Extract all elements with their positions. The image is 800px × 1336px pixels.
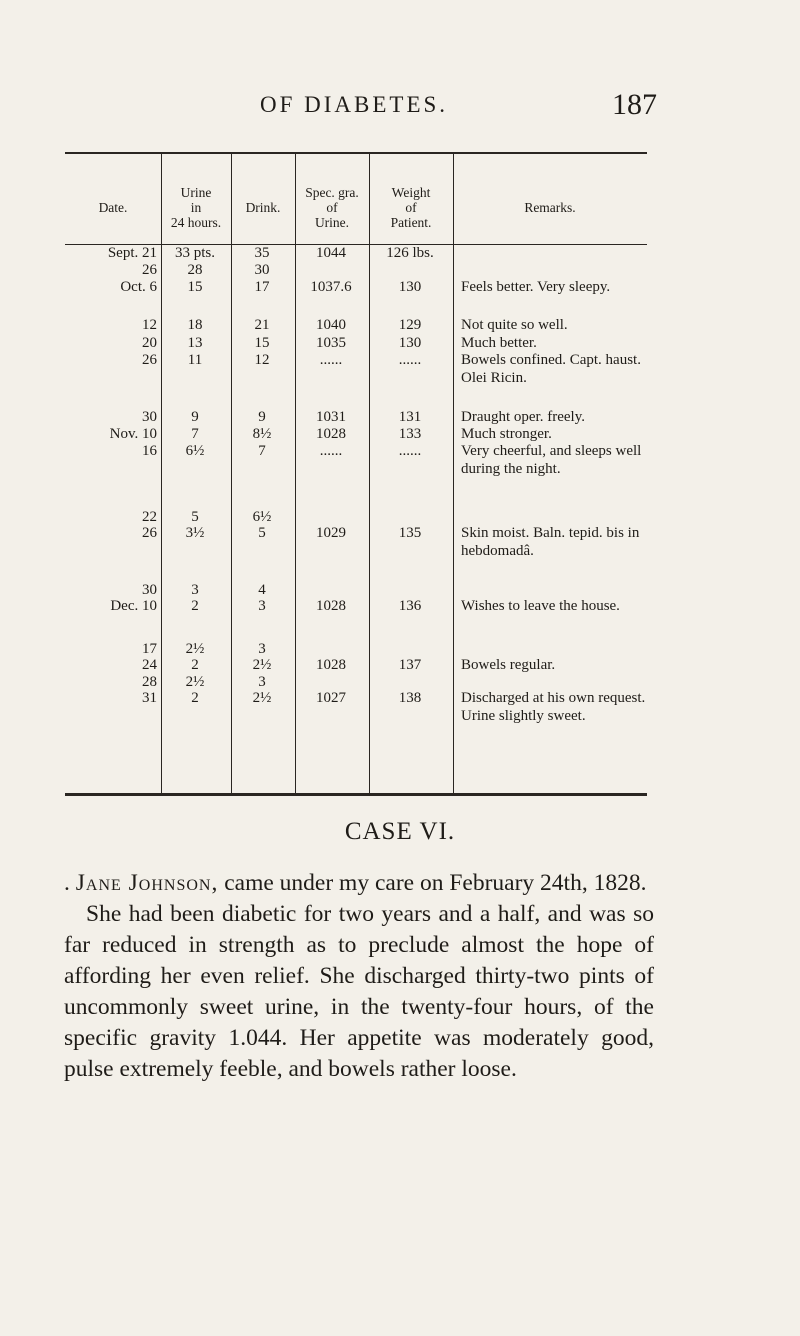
table-bottom-rule (65, 793, 647, 796)
cell-drink: 30 (254, 262, 270, 278)
cell-date: 26 (142, 352, 157, 368)
cell-urine: 6½ (185, 443, 205, 459)
cell-remarks: Very cheerful, and sleeps well during the night. (461, 443, 642, 477)
cell-drink: 12 (254, 352, 270, 368)
cell-remarks: Skin moist. Baln. tepid. bis in hebdomadâ. (461, 525, 640, 559)
cell-urine: 7 (191, 426, 199, 442)
cell-urine: 33 pts. (174, 245, 215, 261)
cell-spec: 1027 (316, 690, 346, 706)
case-heading: CASE VI. (344, 818, 456, 845)
cell-remarks: Bowels regular. (461, 657, 556, 673)
cell-drink: 3 (258, 598, 266, 614)
cell-weight: 131 (398, 409, 422, 425)
cell-drink: 21 (254, 317, 270, 333)
paragraph-condition: She had been diabetic for two years and a half, and was so far reduced in strength as to preclude almost the hope of affording her even relief. She discharged thirty-two pints of uncommonly sweet urine, in the twenty-four hours, of the specific gravity 1.044. Her appetite was moderately good, pulse extremely feeble, and bowels rather loose. (64, 901, 654, 1082)
header-spec-gravity: Spec. gra. of Urine. (305, 184, 359, 230)
cell-urine: 18 (187, 317, 203, 333)
cell-weight: 137 (398, 657, 422, 673)
cell-drink: 8½ (252, 426, 272, 442)
header-weight: Weight of Patient. (390, 184, 432, 230)
header-remarks: Remarks. (524, 199, 576, 215)
cell-date: 26 (142, 262, 157, 278)
column-divider (453, 154, 454, 793)
cell-date: 17 (142, 641, 157, 657)
cell-urine: 2 (191, 690, 199, 706)
cell-date: Oct. 6 (120, 279, 157, 295)
cell-urine: 2½ (185, 674, 205, 690)
cell-remarks: Not quite so well. (461, 317, 568, 333)
cell-spec: 1037.6 (310, 279, 352, 295)
cell-spec: 1028 (316, 657, 346, 673)
cell-urine: 11 (187, 352, 203, 368)
cell-drink: 7 (258, 443, 266, 459)
cell-weight: 133 (398, 426, 422, 442)
cell-spec: 1044 (316, 245, 346, 261)
cell-weight: 138 (398, 690, 422, 706)
cell-drink: 17 (254, 279, 270, 295)
cell-weight: 126 lbs. (386, 245, 434, 261)
cell-remarks: Much stronger. (461, 426, 552, 442)
page-number: 187 (612, 88, 657, 121)
cell-date: 26 (142, 525, 157, 541)
cell-urine: 2½ (185, 641, 205, 657)
cell-remarks: Wishes to leave the house. (461, 598, 620, 614)
cell-urine: 9 (191, 409, 199, 425)
cell-spec: 1029 (316, 525, 346, 541)
cell-weight: ...... (398, 443, 422, 459)
cell-urine: 5 (191, 509, 199, 525)
cell-date: Sept. 21 (107, 245, 157, 261)
cell-spec: ...... (319, 352, 343, 368)
cell-spec: 1028 (316, 426, 346, 442)
cell-weight: 135 (398, 525, 422, 541)
cell-date: 22 (142, 509, 157, 525)
cell-spec: ...... (319, 443, 343, 459)
cell-spec: 1028 (316, 598, 346, 614)
cell-date: 20 (142, 335, 157, 351)
cell-weight: 129 (398, 317, 422, 333)
cell-date: 28 (142, 674, 157, 690)
cell-weight: ...... (398, 352, 422, 368)
running-title: OF DIABETES. (260, 92, 449, 117)
cell-urine: 3 (191, 582, 199, 598)
cell-drink: 9 (258, 409, 266, 425)
cell-weight: 130 (398, 279, 422, 295)
cell-remarks: Draught oper. freely. (461, 409, 585, 425)
header-urine: Urine in 24 hours. (170, 184, 222, 230)
cell-drink: 35 (254, 245, 270, 261)
cell-remarks: Discharged at his own request. Urine slightly sweet. (461, 690, 646, 724)
cell-urine: 2 (191, 598, 199, 614)
case-narrative (64, 868, 654, 1085)
cell-spec: 1035 (316, 335, 346, 351)
cell-date: 24 (142, 657, 157, 673)
table-top-rule (65, 152, 647, 154)
header-drink: Drink. (245, 199, 281, 215)
cell-remarks: Bowels confined. Capt. haust. Olei Ricin. (461, 352, 641, 386)
cell-date: Nov. 10 (109, 426, 157, 442)
cell-urine: 13 (187, 335, 203, 351)
cell-drink: 4 (258, 582, 266, 598)
cell-spec: 1040 (316, 317, 346, 333)
cell-urine: 2 (191, 657, 199, 673)
cell-spec: 1031 (316, 409, 346, 425)
cell-drink: 3 (258, 674, 266, 690)
cell-drink: 3 (258, 641, 266, 657)
cell-drink: 5 (258, 525, 266, 541)
cell-drink: 2½ (252, 657, 272, 673)
cell-date: 12 (142, 317, 157, 333)
cell-date: 31 (142, 690, 157, 706)
cell-remarks: Feels better. Very sleepy. (461, 279, 611, 295)
cell-date: Dec. 10 (110, 598, 157, 614)
cell-urine: 28 (187, 262, 203, 278)
cell-date: 30 (142, 582, 157, 598)
cell-date: 16 (142, 443, 157, 459)
cell-weight: 130 (398, 335, 422, 351)
cell-weight: 136 (398, 598, 422, 614)
header-date: Date. (98, 199, 128, 215)
cell-urine: 3½ (185, 525, 205, 541)
patient-name: Jane Johnson, (75, 870, 219, 896)
cell-drink: 15 (254, 335, 270, 351)
cell-remarks: Much better. (461, 335, 537, 351)
case-table (65, 152, 647, 804)
paragraph-intro: . Jane Johnson, came under my care on February 24th, 1828. (64, 870, 647, 896)
cell-date: 30 (142, 409, 157, 425)
cell-drink: 6½ (252, 509, 272, 525)
running-head (0, 88, 800, 128)
cell-urine: 15 (187, 279, 203, 295)
cell-drink: 2½ (252, 690, 272, 706)
